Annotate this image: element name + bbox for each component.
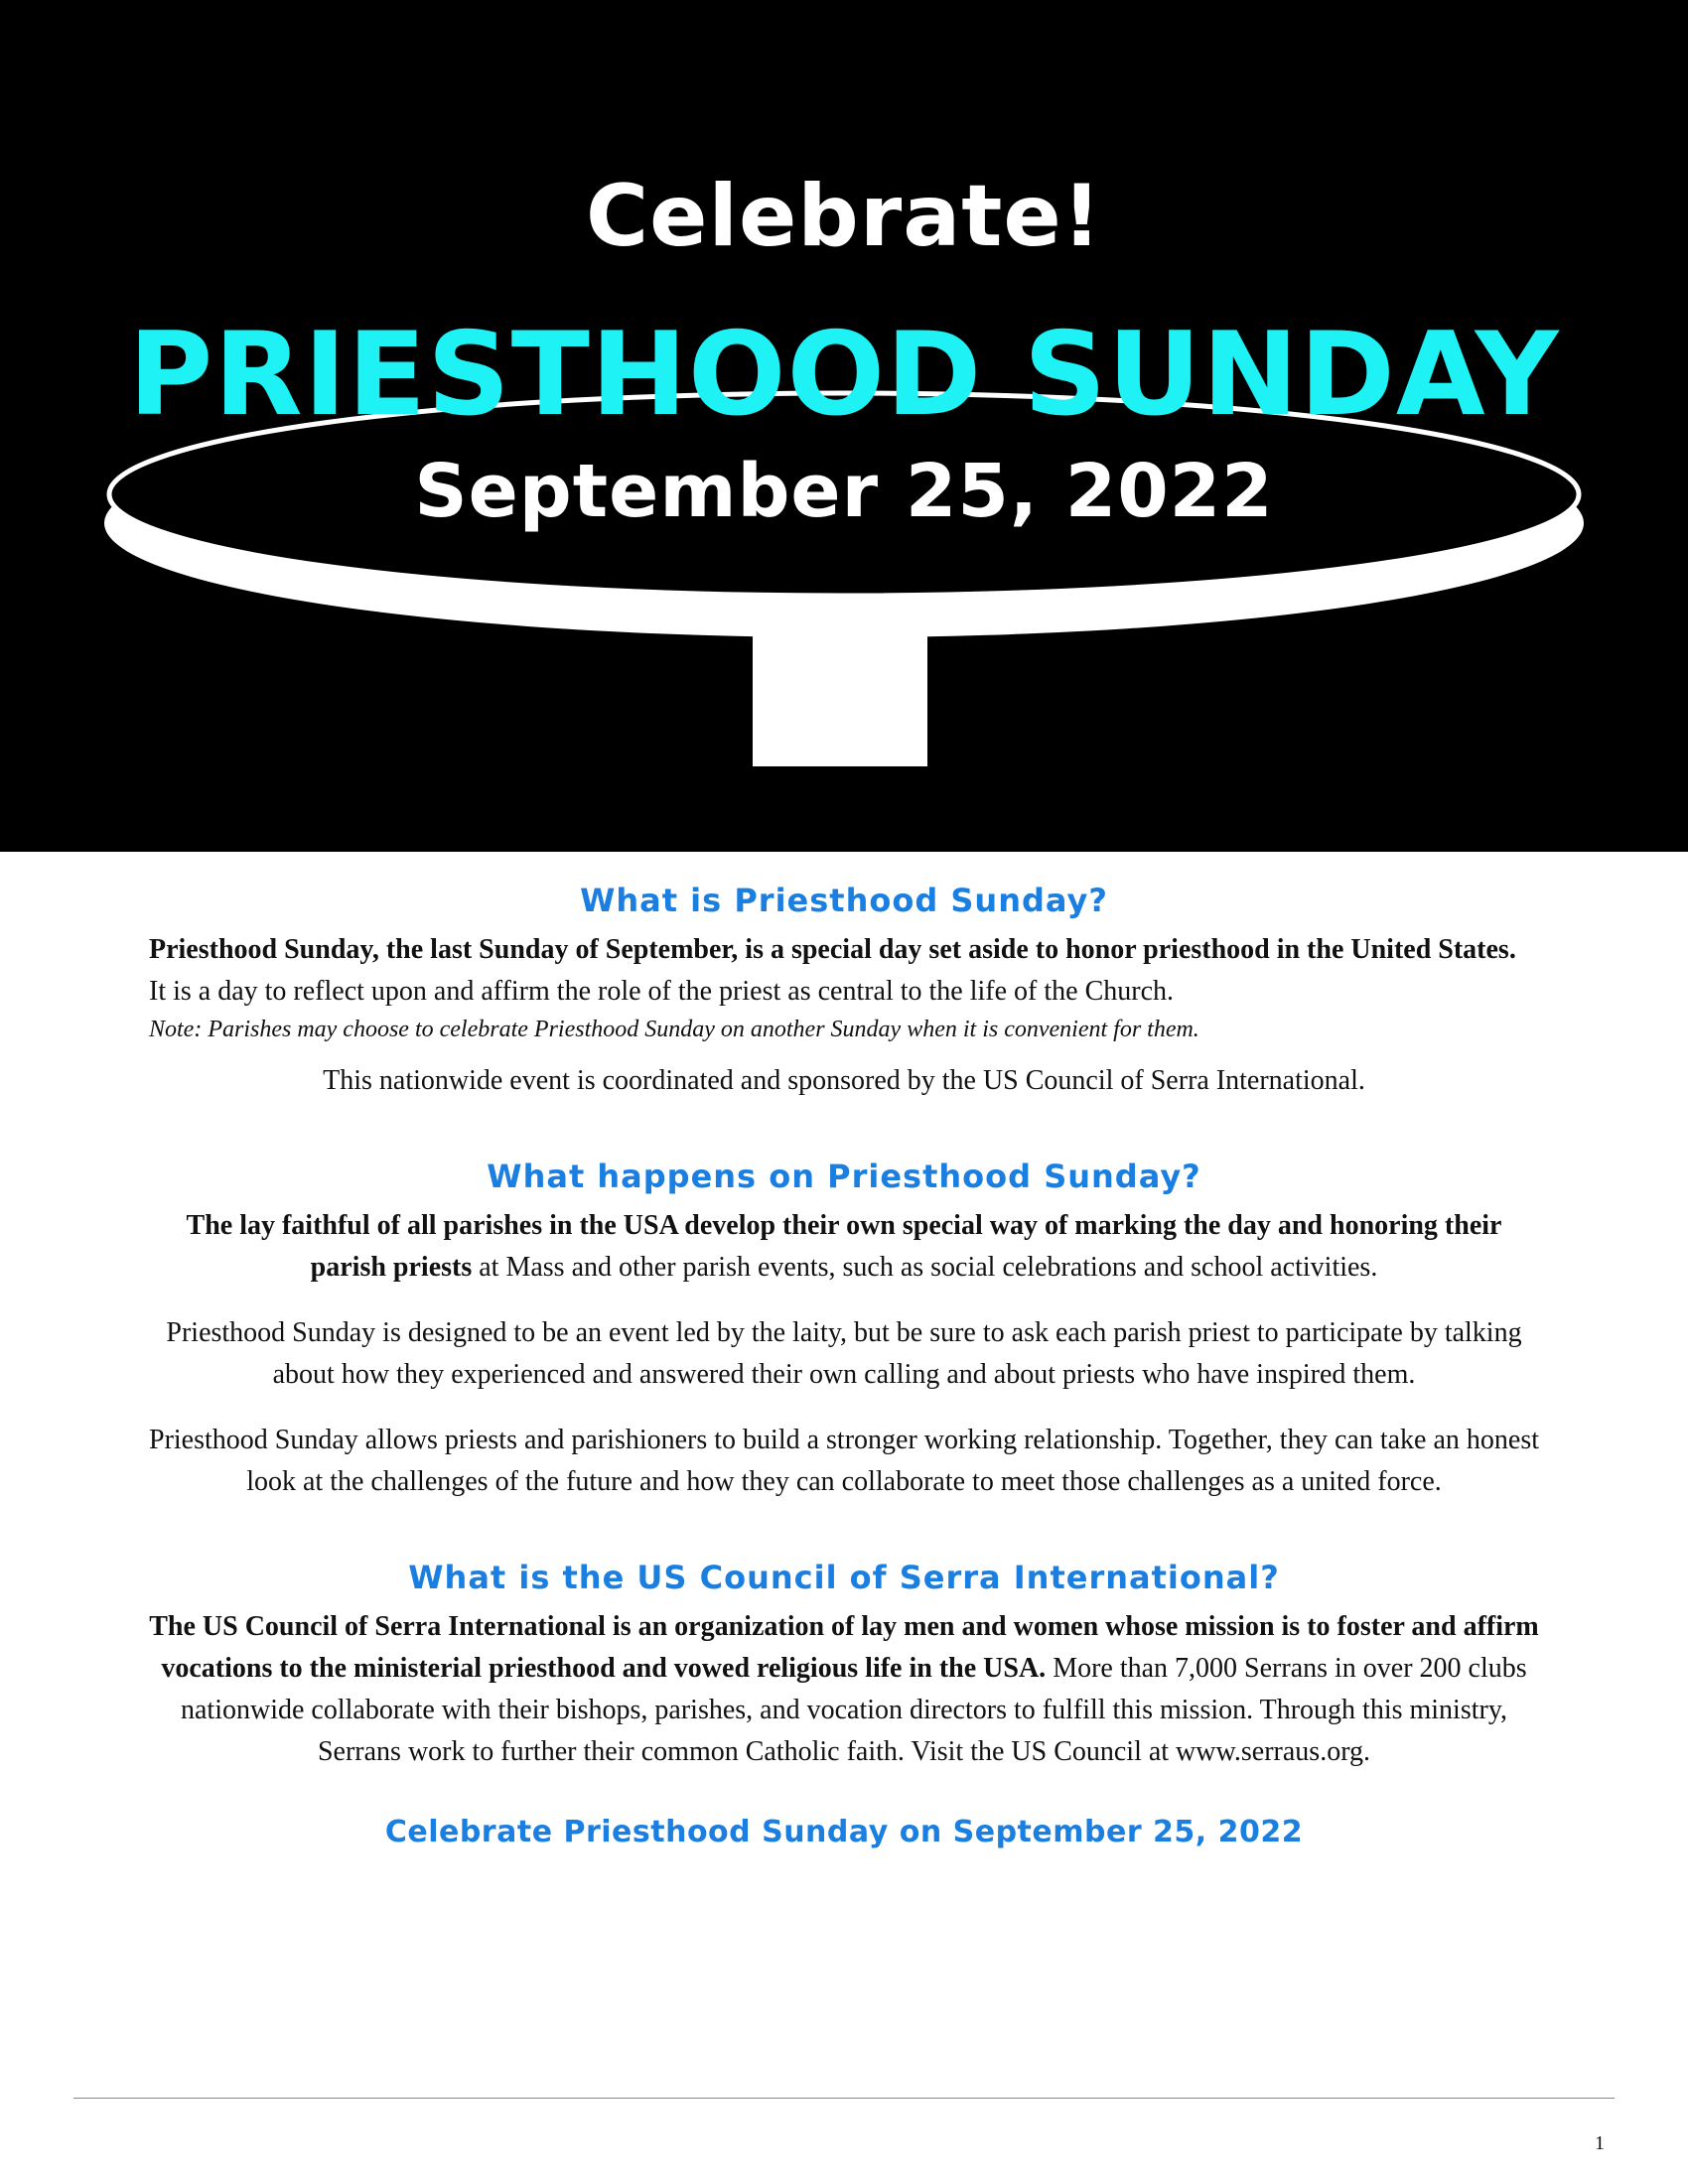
- section-paragraph: [149, 1606, 1539, 1773]
- section-heading: What happens on Priesthood Sunday?: [487, 1158, 1201, 1195]
- section-paragraph: [149, 929, 1539, 1013]
- page-number: 1: [1595, 2132, 1605, 2154]
- bold-lead-text: The US Council of Serra International is an organization of lay men and women whose mission is to foster and affirm vocations to the ministerial priesthood and vowed religious life in the USA.: [149, 1611, 1539, 1684]
- section-paragraph: This nationwide event is coordinated and sponsored by the US Council of Serra International.: [323, 1065, 1365, 1096]
- note-text: Note: Parishes may choose to celebrate Priesthood Sunday on another Sunday when it is convenient for them.: [149, 1017, 1199, 1042]
- closing-call-to-action: Celebrate Priesthood Sunday on September 25, 2022: [384, 1815, 1304, 1849]
- footer-divider: [73, 2098, 1615, 2099]
- paragraph-text: at Mass and other parish events, such as social celebrations and school activities.: [472, 1252, 1378, 1283]
- paragraph-text: It is a day to reflect upon and affirm the role of the priest as central to the life of the Church.: [149, 976, 1175, 1007]
- bold-lead-text: Priesthood Sunday, the last Sunday of September, is a special day set aside to honor priesthood in the United States.: [149, 934, 1516, 965]
- section-paragraph: Priesthood Sunday is designed to be an event led by the laity, but be sure to ask each parish priest to participate by talking about how they experienced and answered their own calling and about priests who have inspired them.: [166, 1317, 1522, 1390]
- section-paragraph: [149, 1205, 1539, 1289]
- section-heading: What is the US Council of Serra International?: [408, 1559, 1280, 1596]
- paragraph-text: More than 7,000 Serrans in over 200 clubs nationwide collaborate with their bishops, parishes, and vocation directors to fulfill this mission. Through this ministry, Serrans work to further their common Catholic faith. Visit the US Council at www.serraus.org.: [180, 1653, 1527, 1767]
- event-date: September 25, 2022: [414, 449, 1274, 534]
- celebrate-heading: Celebrate!: [586, 167, 1102, 266]
- section-what-is: [149, 882, 1539, 1102]
- section-us-council: [149, 1559, 1539, 1773]
- section-what-happens: [149, 1158, 1539, 1503]
- bold-lead-text: The lay faithful of all parishes in the USA develop their own special way of marking the day and honoring their parish priests: [186, 1210, 1502, 1283]
- priesthood-sunday-title: PRIESTHOOD SUNDAY: [128, 308, 1560, 442]
- section-paragraph: Priesthood Sunday allows priests and parishioners to build a stronger working relationship. Together, they can take an honest look at the challenges of the future and how they can collaborate to meet those challenges as a united force.: [149, 1425, 1540, 1497]
- header-banner: [0, 0, 1688, 852]
- document-body: [149, 882, 1539, 1849]
- section-heading: What is Priesthood Sunday?: [580, 882, 1108, 919]
